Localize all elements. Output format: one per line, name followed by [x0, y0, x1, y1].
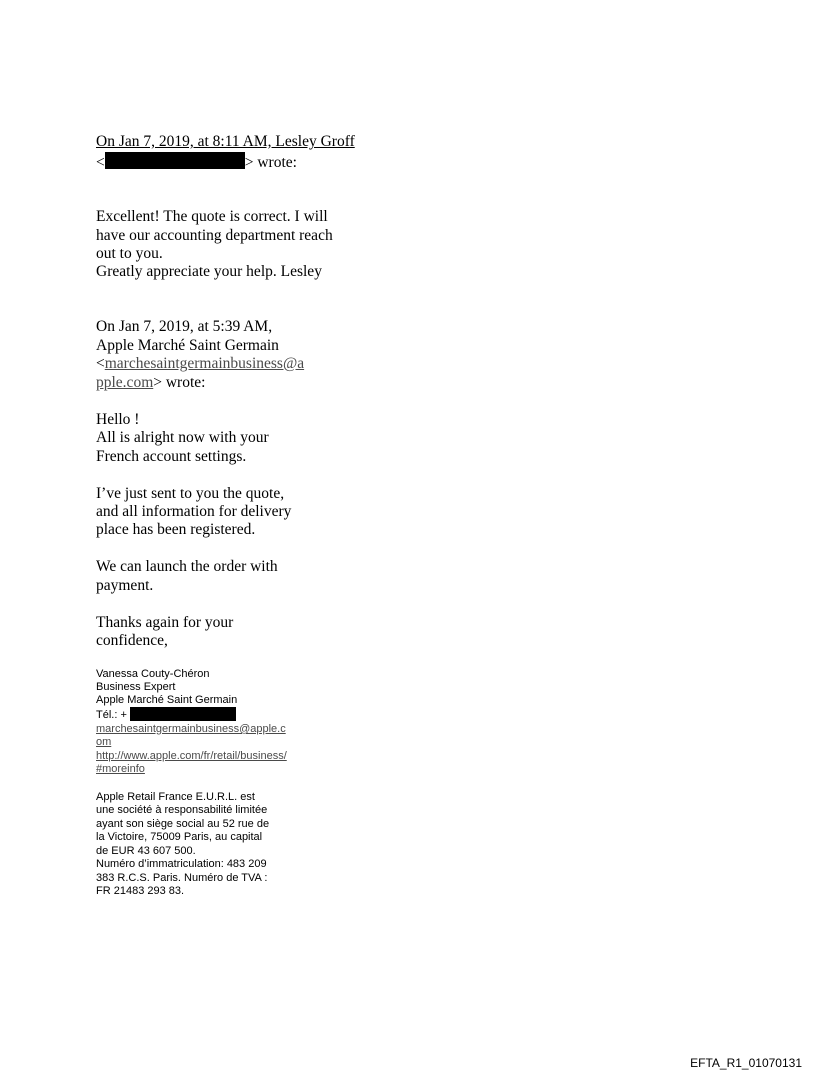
- wrote-label: > wrote:: [153, 374, 206, 391]
- legal-line: Numéro d’immatriculation: 483 209: [96, 858, 267, 870]
- message-line: and all information for delivery: [96, 503, 292, 520]
- legal-line: la Victoire, 75009 Paris, au capital: [96, 831, 263, 843]
- signature-url-link[interactable]: http://www.apple.com/fr/retail/business/: [96, 750, 287, 762]
- quoted-header-date: On Jan 7, 2019, at 5:39 AM,: [96, 318, 273, 335]
- document-id: EFTA_R1_01070131: [690, 1056, 802, 1070]
- signature-url-link-cont[interactable]: #moreinfo: [96, 763, 145, 775]
- message-line: Thanks again for your: [96, 614, 234, 631]
- signature-name: Vanessa Couty-Chéron: [96, 668, 210, 680]
- quote-header-sender: [96, 152, 297, 173]
- message-line: French account settings.: [96, 448, 247, 465]
- signature-store: Apple Marché Saint Germain: [96, 694, 238, 706]
- legal-line: ayant son siège social au 52 rue de: [96, 818, 270, 830]
- signature-phone: [96, 707, 236, 723]
- sender-email-link-cont[interactable]: pple.com: [96, 374, 154, 391]
- quoted-header-email: [96, 355, 304, 374]
- message-line: confidence,: [96, 632, 168, 649]
- legal-line: une société à responsabilité limitée: [96, 804, 268, 816]
- angle-bracket: <: [96, 154, 105, 171]
- sender-email-link[interactable]: marchesaintgermainbusiness@a: [104, 355, 305, 372]
- redacted-phone: [130, 707, 236, 721]
- legal-line: FR 21483 293 83.: [96, 885, 185, 897]
- redacted-email: [105, 152, 245, 169]
- legal-line: Apple Retail France E.U.R.L. est: [96, 791, 255, 803]
- quote-header-line: On Jan 7, 2019, at 8:11 AM, Lesley Groff: [96, 133, 355, 150]
- reply-line: out to you.: [96, 245, 163, 262]
- legal-line: de EUR 43 607 500.: [96, 845, 196, 857]
- reply-line: Greatly appreciate your help. Lesley: [96, 263, 322, 280]
- signature-email-link[interactable]: marchesaintgermainbusiness@apple.c: [96, 723, 286, 735]
- message-line: I’ve just sent to you the quote,: [96, 485, 285, 502]
- message-line: We can launch the order with: [96, 558, 278, 575]
- message-line: place has been registered.: [96, 521, 256, 538]
- signature-email-link-cont[interactable]: om: [96, 736, 112, 748]
- angle-bracket: <: [96, 355, 105, 372]
- message-line: payment.: [96, 577, 154, 594]
- reply-line: have our accounting department reach: [96, 227, 333, 244]
- legal-line: 383 R.C.S. Paris. Numéro de TVA :: [96, 872, 268, 884]
- quoted-header-sender: Apple Marché Saint Germain: [96, 337, 279, 354]
- reply-line: Excellent! The quote is correct. I will: [96, 208, 328, 225]
- wrote-label: > wrote:: [244, 154, 297, 171]
- message-line: Hello !: [96, 411, 140, 428]
- signature-title: Business Expert: [96, 681, 176, 693]
- quoted-header-email-cont: [96, 374, 205, 393]
- message-line: All is alright now with your: [96, 429, 269, 446]
- phone-label: Tél.: +: [96, 709, 127, 721]
